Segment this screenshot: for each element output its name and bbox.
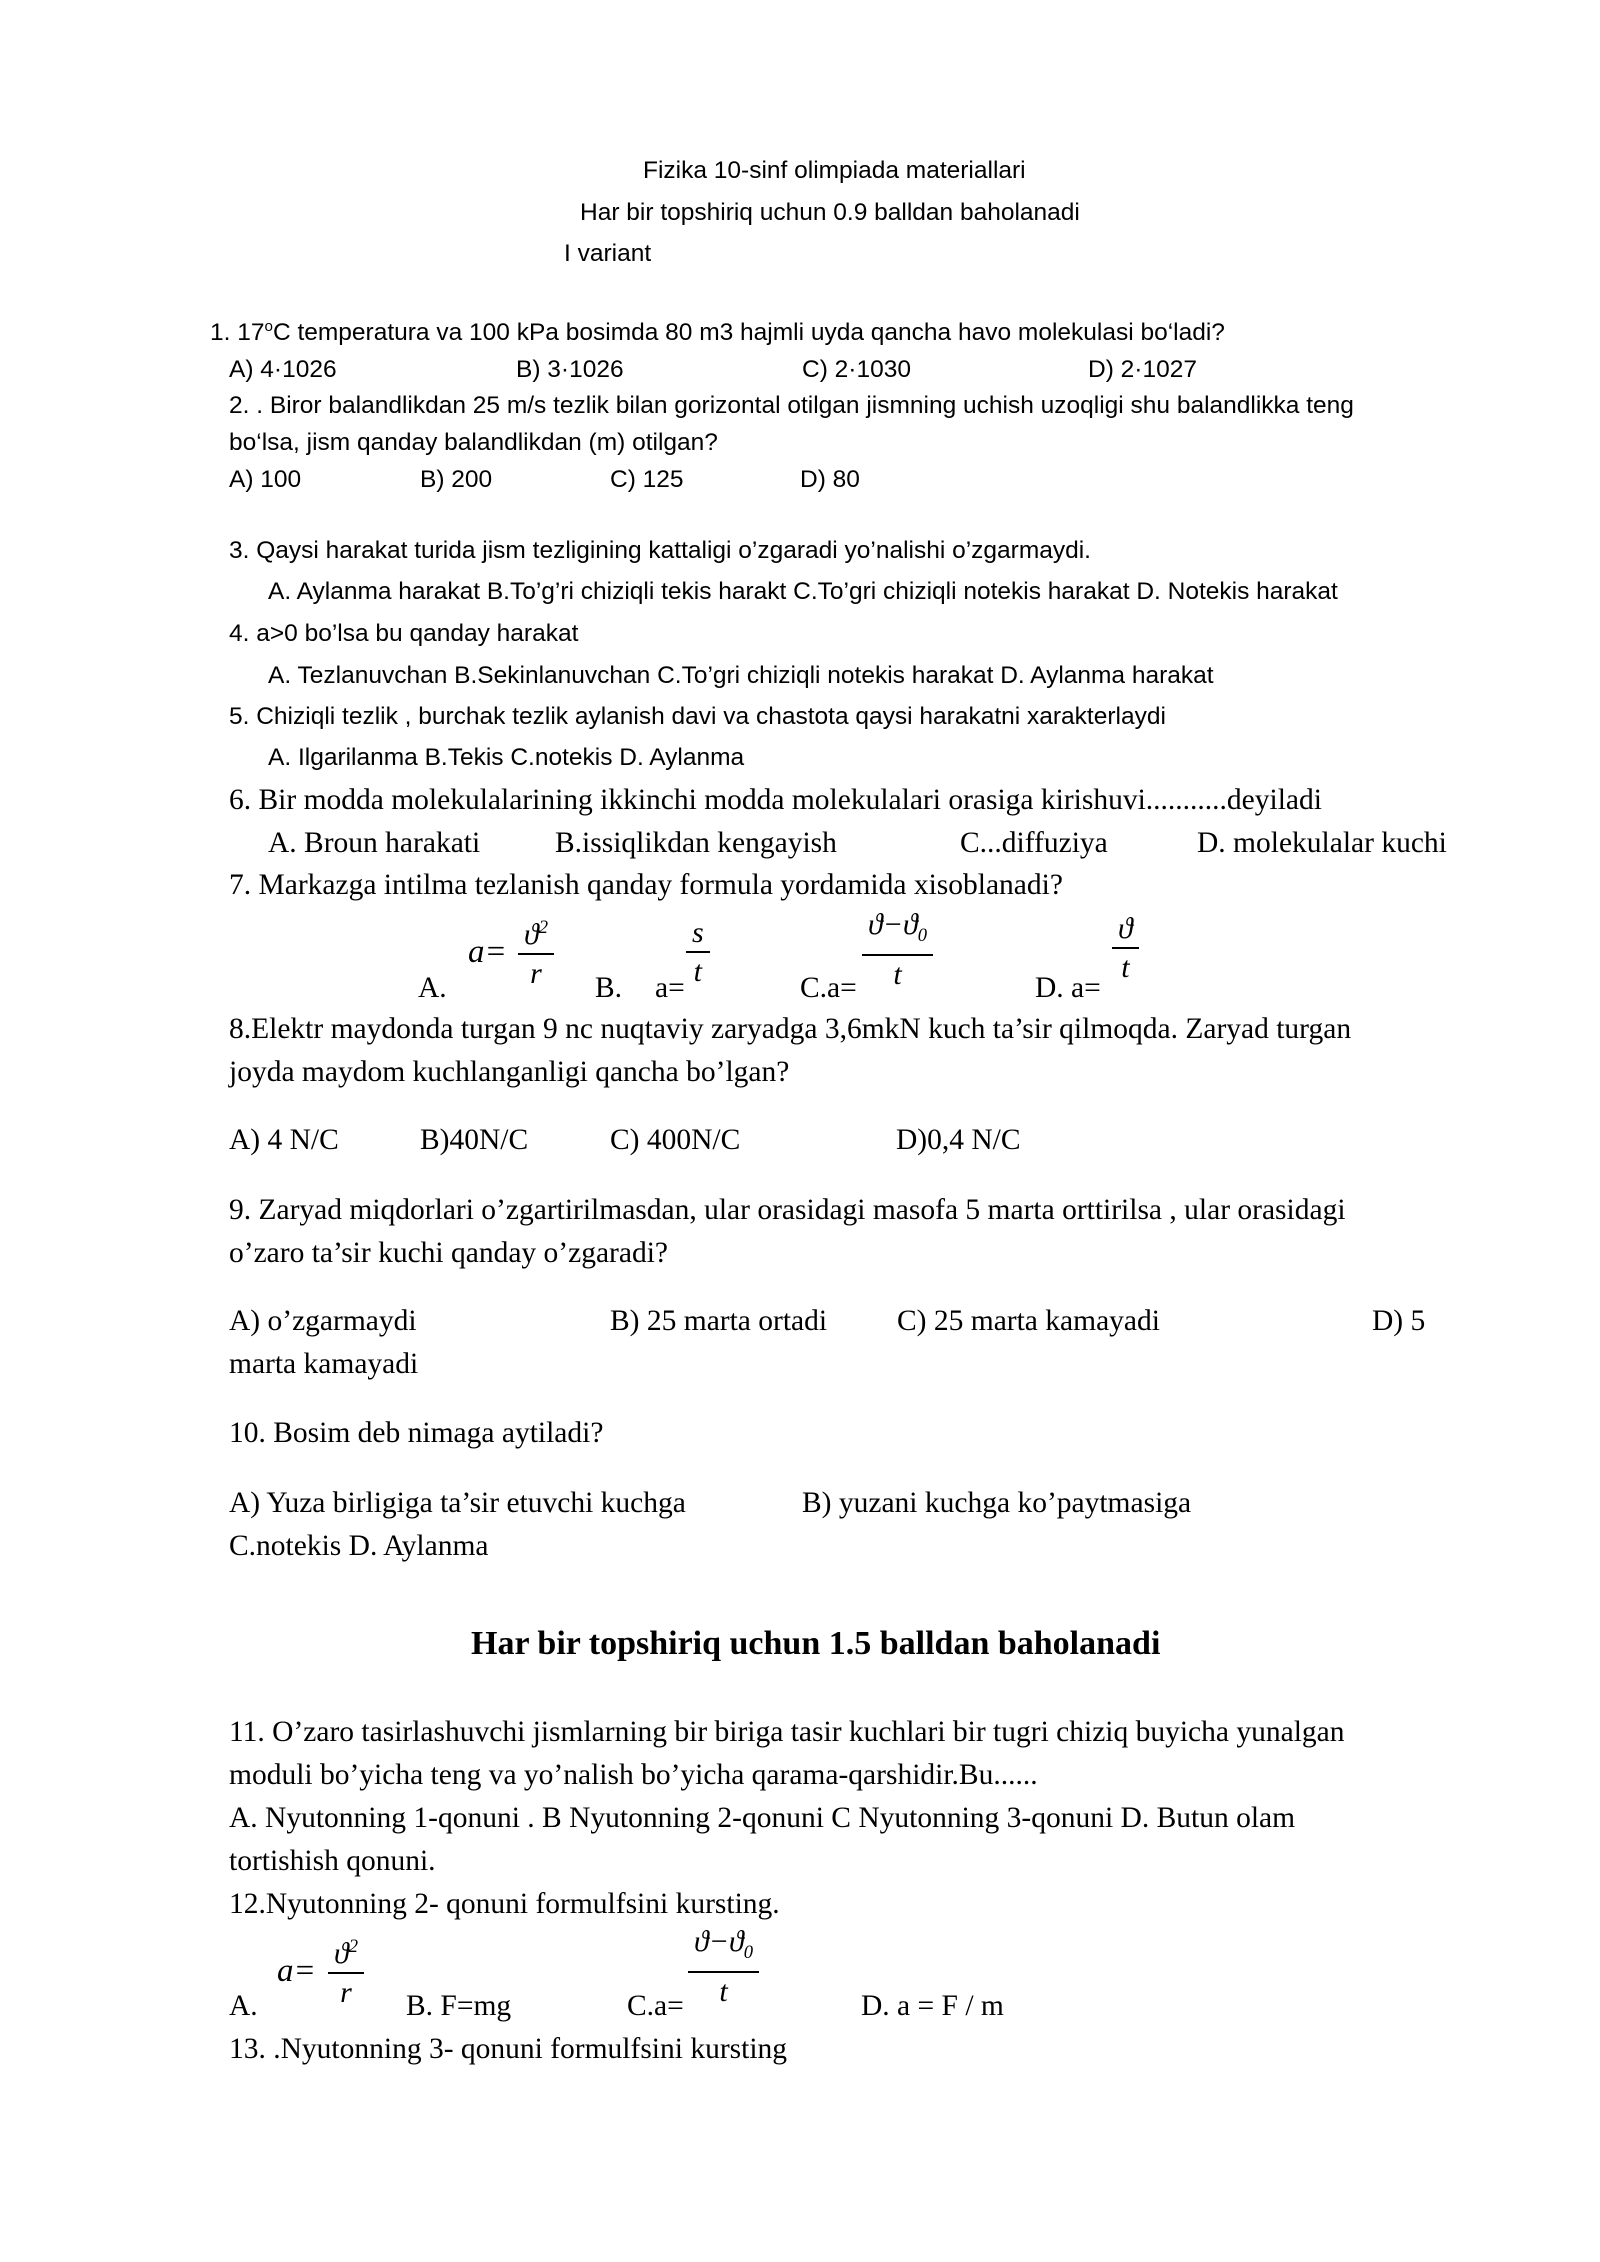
q12-label-c: C.a= — [627, 1990, 684, 2022]
q2-option-d: D) 80 — [800, 466, 860, 493]
question-11-line-1: 11. O’zaro tasirlashuvchi jismlarning bir biriga tasir kuchlari bir tugri chiziq buyicha yunalgan — [229, 1716, 1345, 1748]
question-9-line-2: o’zaro ta’sir kuchi qanday o’zgaradi? — [229, 1237, 669, 1269]
question-10: 10. Bosim deb nimaga aytiladi? — [229, 1417, 604, 1449]
question-2-line-2: bo‘lsa, jism qanday balandlikdan (m) otilgan? — [229, 429, 718, 456]
q7-formula-b — [686, 917, 710, 987]
q5-options: A. Ilgarilanma B.Tekis C.notekis D. Aylanma — [268, 744, 745, 771]
header-scoring: Har bir topshiriq uchun 0.9 balldan baholanadi — [580, 199, 1080, 226]
q12-label-a: A. — [229, 1990, 258, 2022]
question-1: 1. 17$^o$C temperatura va 100 kPa bosimda 80 m3 hajmli uyda qancha havo molekulasi bo‘ladi? — [210, 318, 1225, 347]
q7-b-prefix: a= — [655, 972, 685, 1004]
q1-option-c: C) 2·1030 — [802, 356, 911, 383]
question-8-line-1: 8.Elektr maydonda turgan 9 nc nuqtaviy zaryadga 3,6mkN kuch ta’sir qilmoqda. Zaryad turgan — [229, 1013, 1352, 1045]
q7-label-a: A. — [418, 972, 447, 1004]
question-8-line-2: joyda maydom kuchlanganligi qancha bo’lgan? — [229, 1056, 790, 1088]
q7-label-b: B. — [595, 972, 623, 1004]
question-6: 6. Bir modda molekulalarining ikkinchi modda molekulalari orasiga kirishuvi...........deyiladi — [229, 784, 1322, 816]
q9-option-c: C) 25 marta kamayadi — [897, 1305, 1160, 1337]
q7-formula-d-num: ϑ — [1112, 913, 1139, 949]
q9-option-b: B) 25 marta ortadi — [610, 1305, 828, 1337]
q12-formula-a — [328, 1931, 364, 2008]
q10-option-b: B) yuzani kuchga ko’paytmasiga — [802, 1487, 1192, 1519]
q2-option-b: B) 200 — [420, 466, 493, 493]
q10-options-cd: C.notekis D. Aylanma — [229, 1530, 489, 1562]
q6-option-c: C...diffuziya — [960, 827, 1108, 859]
q12-formula-c — [688, 1926, 759, 2007]
question-4: 4. a>0 bo’lsa bu qanday harakat — [229, 620, 579, 647]
q10-option-a: A) Yuza birligiga ta’sir etuvchi kuchga — [229, 1487, 686, 1519]
question-5: 5. Chiziqli tezlik , burchak tezlik aylanish davi va chastota qaysi harakatni xarakterlaydi — [229, 703, 1166, 730]
q7-formula-d — [1112, 913, 1139, 983]
q12-option-d: D. a = F / m — [861, 1990, 1004, 2022]
q7-formula-a-num: ϑ — [524, 918, 539, 951]
q8-option-b: B)40N/C — [420, 1124, 529, 1156]
question-9-line-1: 9. Zaryad miqdorlari o’zgartirilmasdan, ular orasidagi masofa 5 marta orttirilsa , ular orasidagi — [229, 1194, 1346, 1226]
q12-formula-a-lhs: a= — [277, 1953, 316, 1989]
q7-formula-c-den: t — [893, 958, 902, 991]
q12-formula-a-num: ϑ — [334, 1937, 349, 1970]
q12-formula-c-den: t — [719, 1975, 728, 2008]
q12-formula-c-sub: 0 — [743, 1942, 753, 1963]
q7-formula-c — [862, 909, 933, 990]
q4-options: A. Tezlanuvchan B.Sekinlanuvchan C.To’gri chiziqli notekis harakat D. Aylanma harakat — [268, 662, 1214, 689]
q7-formula-b-den: t — [693, 955, 703, 988]
q12-formula-a-den: r — [340, 1976, 352, 2009]
q1-option-a: A) 4·1026 — [229, 356, 337, 383]
q6-option-d: D. molekulalar kuchi — [1197, 827, 1447, 859]
question-11-line-4: tortishish qonuni. — [229, 1845, 436, 1877]
q6-option-a: A. Broun harakati — [268, 827, 481, 859]
q8-option-a: A) 4 N/C — [229, 1124, 339, 1156]
q7-formula-a-den: r — [530, 957, 542, 990]
q7-label-c: C.a= — [800, 972, 857, 1004]
q7-formula-a-lhs: a= — [468, 934, 507, 970]
q9-option-d-cont: marta kamayadi — [229, 1348, 419, 1380]
header-variant: I variant — [564, 240, 652, 267]
q7-label-d: D. a= — [1035, 972, 1101, 1004]
q7-formula-a — [518, 912, 554, 989]
q12-option-b: B. F=mg — [406, 1990, 512, 2022]
q7-formula-d-den: t — [1121, 951, 1130, 984]
q8-option-c: C) 400N/C — [610, 1124, 741, 1156]
q7-formula-a-sup: 2 — [538, 917, 549, 938]
question-11-line-3: A. Nyutonning 1-qonuni . B Nyutonning 2-qonuni C Nyutonning 3-qonuni D. Butun olam — [229, 1802, 1296, 1834]
question-7: 7. Markazga intilma tezlanish qanday formula yordamida xisoblanadi? — [229, 869, 1063, 901]
q7-formula-b-num: s — [686, 917, 710, 953]
q1-option-d: D) 2·1027 — [1088, 356, 1197, 383]
header-title: Fizika 10-sinf olimpiada materiallari — [643, 157, 1026, 184]
q2-option-a: A) 100 — [229, 466, 302, 493]
question-13: 13. .Nyutonning 3- qonuni formulfsini kursting — [229, 2033, 788, 2065]
q9-option-a: A) o’zgarmaydi — [229, 1305, 417, 1337]
q9-option-d: D) 5 — [1372, 1305, 1426, 1337]
q6-option-b: B.issiqlikdan kengayish — [555, 827, 837, 859]
q1-option-b: B) 3·1026 — [516, 356, 624, 383]
question-11-line-2: moduli bo’yicha teng va yo’nalish bo’yicha qarama-qarshidir.Bu...... — [229, 1759, 1038, 1791]
q3-options: A. Aylanma harakat B.To’g’ri chiziqli tekis harakt C.To’gri chiziqli notekis harakat D. Notekis harakat — [268, 578, 1338, 605]
question-3: 3. Qaysi harakat turida jism tezligining kattaligi o’zgaradi yo’nalishi o’zgarmaydi. — [229, 537, 1091, 564]
section-title: Har bir topshiriq uchun 1.5 balldan baholanadi — [471, 1625, 1161, 1662]
question-12: 12.Nyutonning 2- qonuni formulfsini kursting. — [229, 1888, 780, 1920]
q7-formula-c-num: ϑ−ϑ — [868, 908, 918, 941]
question-2-line-1: 2. . Biror balandlikdan 25 m/s tezlik bilan gorizontal otilgan jismning uchish uzoqligi shu balandlikka teng — [229, 392, 1354, 419]
q7-formula-c-sub: 0 — [917, 925, 927, 946]
q12-formula-a-sup: 2 — [348, 1936, 359, 1957]
q12-formula-c-num: ϑ−ϑ — [694, 1925, 744, 1958]
q2-option-c: C) 125 — [610, 466, 684, 493]
q8-option-d: D)0,4 N/C — [896, 1124, 1021, 1156]
